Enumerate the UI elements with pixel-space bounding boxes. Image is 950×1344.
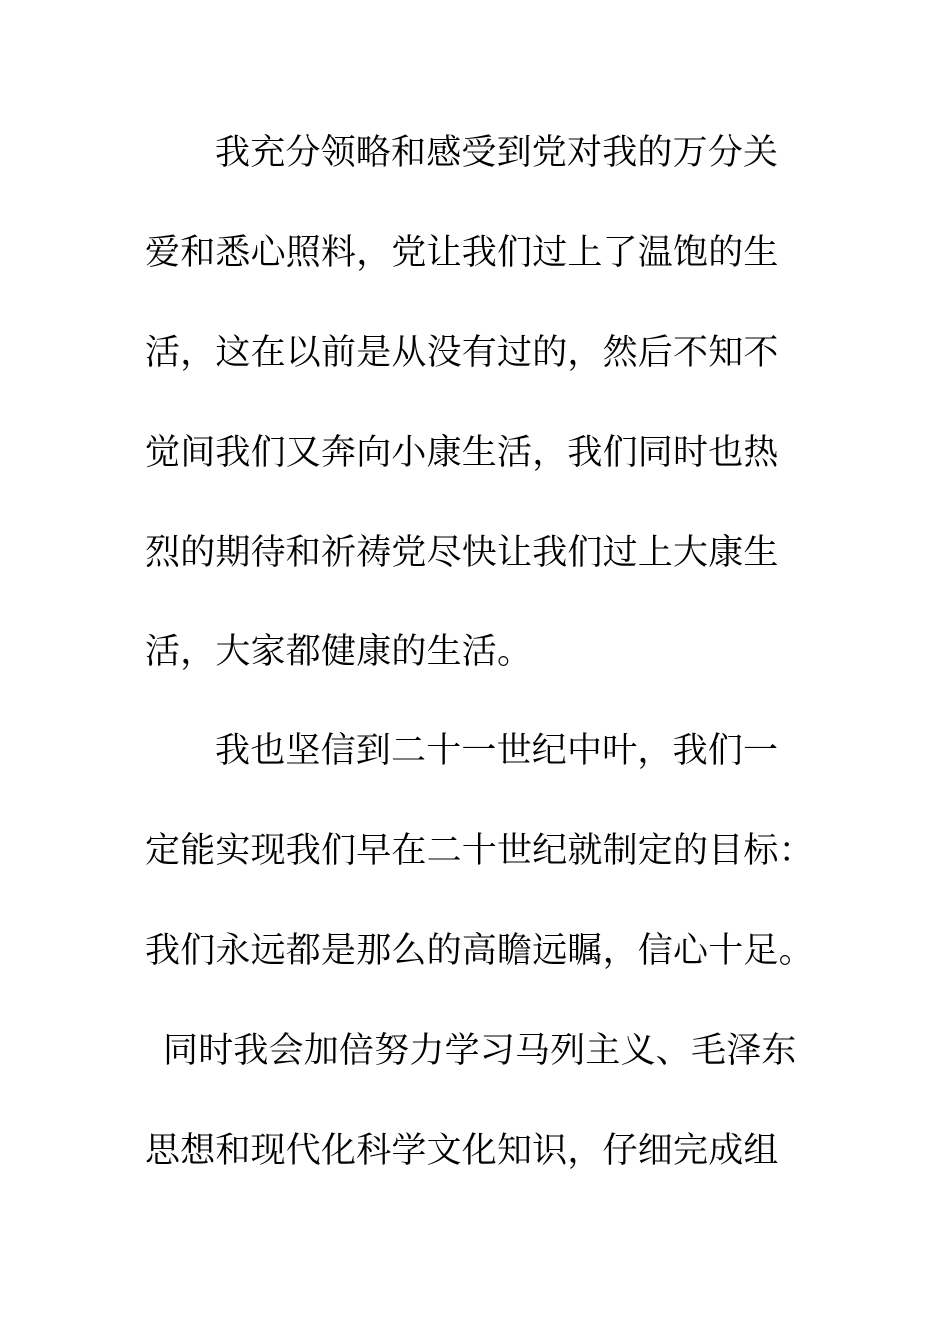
paragraph-1-line-5: 烈的期待和祈祷党尽快让我们过上大康生 bbox=[145, 533, 779, 573]
paragraph-2-line-1: 我也坚信到二十一世纪中叶，我们一 bbox=[215, 731, 779, 771]
paragraph-1-line-6: 活，大家都健康的生活。 bbox=[145, 632, 533, 672]
paragraph-1-line-3: 活，这在以前是从没有过的，然后不知不 bbox=[145, 333, 779, 373]
paragraph-3-line-2: 思想和现代化科学文化知识，仔细完成组 bbox=[145, 1131, 779, 1171]
paragraph-1-line-2: 爱和悉心照料，党让我们过上了温饱的生 bbox=[145, 233, 779, 273]
paragraph-3-line-1: 同时我会加倍努力学习马列主义、毛泽东 bbox=[163, 1031, 797, 1071]
paragraph-1-line-1: 我充分领略和感受到党对我的万分关 bbox=[215, 133, 779, 173]
paragraph-2-line-3: 我们永远都是那么的高瞻远瞩，信心十足。 bbox=[145, 931, 814, 971]
paragraph-2-line-2: 定能实现我们早在二十世纪就制定的目标： bbox=[145, 831, 814, 871]
paragraph-1-line-4: 觉间我们又奔向小康生活，我们同时也热 bbox=[145, 433, 779, 473]
